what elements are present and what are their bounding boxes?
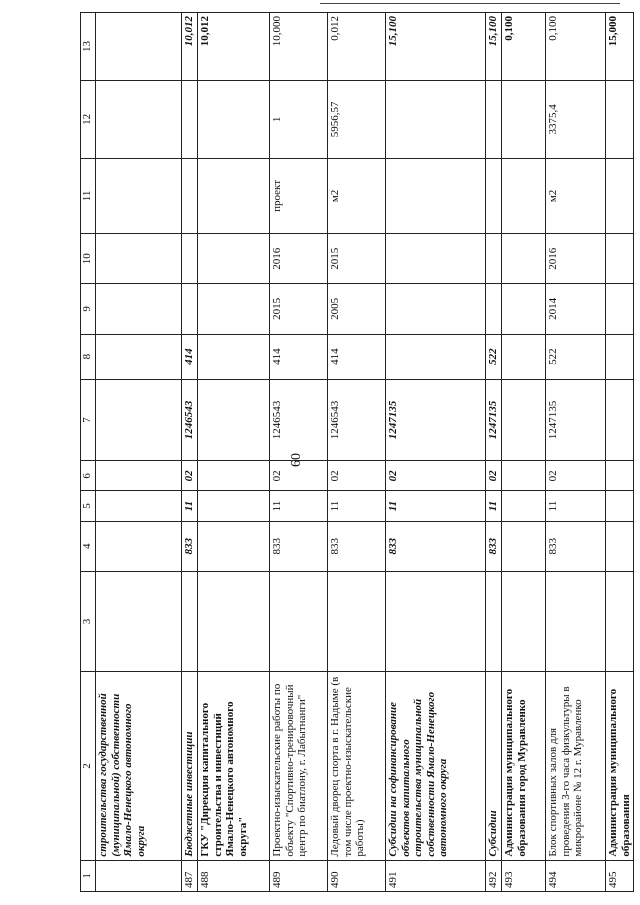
- table-row: [386, 13, 486, 892]
- table-cell: [198, 234, 270, 284]
- table-cell: [502, 379, 546, 461]
- row-name-cell: Блок спортивных залов для проведения 3-го часа физкультуры в микрорайоне № 12 г. Муравленко: [546, 672, 606, 860]
- header-row: [81, 13, 96, 892]
- table-cell: [182, 80, 198, 158]
- row-name-cell: Субсидии на софинансирование объектов капитального строительства муниципальной собственности Ямало-Ненецкого автономного округа: [386, 672, 486, 860]
- table-cell: 1247135: [486, 379, 502, 461]
- table-cell: [606, 491, 634, 521]
- table-cell: 10,000: [270, 13, 328, 81]
- table-cell: 414: [182, 334, 198, 379]
- table-cell: [606, 461, 634, 491]
- row-number-cell: 492: [486, 860, 502, 891]
- table-cell: 833: [182, 521, 198, 571]
- table-cell: [198, 461, 270, 491]
- table-cell: 02: [182, 461, 198, 491]
- header-cell: 8: [81, 334, 96, 379]
- row-name-cell: строительства государственной (муниципальной) собственности Ямало-Ненецкого автономного округа: [96, 672, 182, 860]
- row-name-cell: Субсидии: [486, 672, 502, 860]
- table-cell: [606, 234, 634, 284]
- table-cell: 02: [270, 461, 328, 491]
- table-cell: [502, 234, 546, 284]
- table-cell: [96, 521, 182, 571]
- table-cell: [96, 13, 182, 81]
- header-cell: 7: [81, 379, 96, 461]
- table-cell: 11: [386, 491, 486, 521]
- table-cell: [606, 284, 634, 334]
- table-cell: [96, 491, 182, 521]
- table-cell: [386, 571, 486, 671]
- header-cell: 1: [81, 860, 96, 891]
- row-name-cell: Ледовый дворец спорта в г. Надыме (в том числе проектно-изыскательские работы): [328, 672, 386, 860]
- table-cell: [198, 491, 270, 521]
- table-cell: 11: [546, 491, 606, 521]
- table-cell: 522: [486, 334, 502, 379]
- rotated-table-area: [80, 12, 632, 892]
- row-name-cell: Администрация муниципального образования город Муравленко: [502, 672, 546, 860]
- table-cell: м2: [546, 158, 606, 233]
- table-cell: 02: [486, 461, 502, 491]
- table-cell: 15,100: [486, 13, 502, 81]
- table-row: [198, 13, 270, 892]
- table-cell: 1246543: [328, 379, 386, 461]
- table-cell: [96, 234, 182, 284]
- table-row: [182, 13, 198, 892]
- table-cell: [96, 571, 182, 671]
- header-cell: 4: [81, 521, 96, 571]
- table-cell: [546, 571, 606, 671]
- table-cell: [486, 234, 502, 284]
- table-cell: [386, 158, 486, 233]
- table-cell: 2016: [546, 234, 606, 284]
- table-cell: [606, 521, 634, 571]
- table-cell: 414: [270, 334, 328, 379]
- table-cell: 10,012: [198, 13, 270, 81]
- table-cell: 833: [270, 521, 328, 571]
- table-cell: 0,100: [502, 13, 546, 81]
- table-cell: 414: [328, 334, 386, 379]
- table-cell: 5956,57: [328, 80, 386, 158]
- page-number: 60: [289, 453, 304, 467]
- table-cell: 833: [546, 521, 606, 571]
- table-cell: [270, 571, 328, 671]
- table-cell: [182, 234, 198, 284]
- table-cell: 1247135: [546, 379, 606, 461]
- table-cell: [606, 80, 634, 158]
- table-cell: 522: [546, 334, 606, 379]
- table-cell: 833: [328, 521, 386, 571]
- row-number-cell: 494: [546, 860, 606, 891]
- table-row: [502, 13, 546, 892]
- row-number-cell: 487: [182, 860, 198, 891]
- table-cell: [502, 334, 546, 379]
- table-cell: 2005: [328, 284, 386, 334]
- table-cell: 0,100: [546, 13, 606, 81]
- table-cell: [96, 158, 182, 233]
- table-cell: 1246543: [270, 379, 328, 461]
- table-cell: [502, 158, 546, 233]
- table-cell: [182, 158, 198, 233]
- table-cell: 1247135: [386, 379, 486, 461]
- table-row: [96, 13, 182, 892]
- table-cell: [198, 334, 270, 379]
- header-cell: 2: [81, 672, 96, 860]
- row-number-cell: 488: [198, 860, 270, 891]
- row-number-cell: 489: [270, 860, 328, 891]
- table-cell: 11: [486, 491, 502, 521]
- table-cell: 833: [386, 521, 486, 571]
- table-cell: 3375,4: [546, 80, 606, 158]
- top-rule-line: [320, 3, 620, 4]
- table-cell: [502, 461, 546, 491]
- table-cell: проект: [270, 158, 328, 233]
- table-cell: [606, 571, 634, 671]
- table-cell: 11: [328, 491, 386, 521]
- table-cell: 11: [270, 491, 328, 521]
- header-cell: 13: [81, 13, 96, 81]
- table-cell: [198, 379, 270, 461]
- table-row: [486, 13, 502, 892]
- table-cell: [198, 80, 270, 158]
- table-cell: 1246543: [182, 379, 198, 461]
- table-cell: [386, 284, 486, 334]
- budget-table: [80, 12, 634, 892]
- table-cell: [606, 379, 634, 461]
- table-row: [546, 13, 606, 892]
- table-cell: [96, 80, 182, 158]
- table-rotation-wrapper: [80, 12, 632, 892]
- table-cell: [386, 334, 486, 379]
- table-cell: [606, 158, 634, 233]
- table-cell: [502, 491, 546, 521]
- table-cell: [198, 284, 270, 334]
- table-cell: [386, 234, 486, 284]
- table-cell: 2015: [270, 284, 328, 334]
- table-row: [328, 13, 386, 892]
- header-cell: 9: [81, 284, 96, 334]
- row-number-cell: 491: [386, 860, 486, 891]
- row-number-cell: [96, 860, 182, 891]
- table-cell: 02: [386, 461, 486, 491]
- header-cell: 12: [81, 80, 96, 158]
- table-cell: 02: [546, 461, 606, 491]
- row-name-cell: Бюджетные инвестиции: [182, 672, 198, 860]
- row-number-cell: 493: [502, 860, 546, 891]
- header-cell: 6: [81, 461, 96, 491]
- table-cell: [328, 571, 386, 671]
- table-cell: [606, 334, 634, 379]
- table-cell: м2: [328, 158, 386, 233]
- row-name-cell: ГКУ "Дирекция капитального строительства и инвестиций Ямало-Ненецкого автономного округа": [198, 672, 270, 860]
- table-cell: [502, 80, 546, 158]
- row-number-cell: 495: [606, 860, 634, 891]
- table-cell: 02: [328, 461, 386, 491]
- table-cell: [486, 80, 502, 158]
- table-cell: [486, 158, 502, 233]
- table-cell: 15,100: [386, 13, 486, 81]
- header-cell: 11: [81, 158, 96, 233]
- table-cell: [96, 334, 182, 379]
- table-cell: 15,000: [606, 13, 634, 81]
- table-cell: [486, 571, 502, 671]
- table-cell: 0,012: [328, 13, 386, 81]
- table-cell: [198, 571, 270, 671]
- table-cell: 11: [182, 491, 198, 521]
- table-cell: 10,012: [182, 13, 198, 81]
- header-cell: 3: [81, 571, 96, 671]
- table-cell: 2015: [328, 234, 386, 284]
- table-cell: [96, 284, 182, 334]
- header-cell: 5: [81, 491, 96, 521]
- table-cell: [96, 461, 182, 491]
- table-cell: 2016: [270, 234, 328, 284]
- table-cell: [96, 379, 182, 461]
- table-cell: [198, 521, 270, 571]
- table-cell: [502, 521, 546, 571]
- table-cell: [486, 284, 502, 334]
- row-name-cell: Проектно-изыскательские работы по объекту "Спортивно-тренировочный центр по биатлону, г. Лабытнанги": [270, 672, 328, 860]
- table-cell: 833: [486, 521, 502, 571]
- table-cell: 1: [270, 80, 328, 158]
- header-cell: 10: [81, 234, 96, 284]
- table-cell: 2014: [546, 284, 606, 334]
- table-cell: [182, 571, 198, 671]
- table-cell: [502, 571, 546, 671]
- table-cell: [386, 80, 486, 158]
- row-name-cell: Администрация муниципального образования: [606, 672, 634, 860]
- table-cell: [502, 284, 546, 334]
- table-row: [270, 13, 328, 892]
- table-row: [606, 13, 634, 892]
- table-cell: [198, 158, 270, 233]
- row-number-cell: 490: [328, 860, 386, 891]
- table-cell: [182, 284, 198, 334]
